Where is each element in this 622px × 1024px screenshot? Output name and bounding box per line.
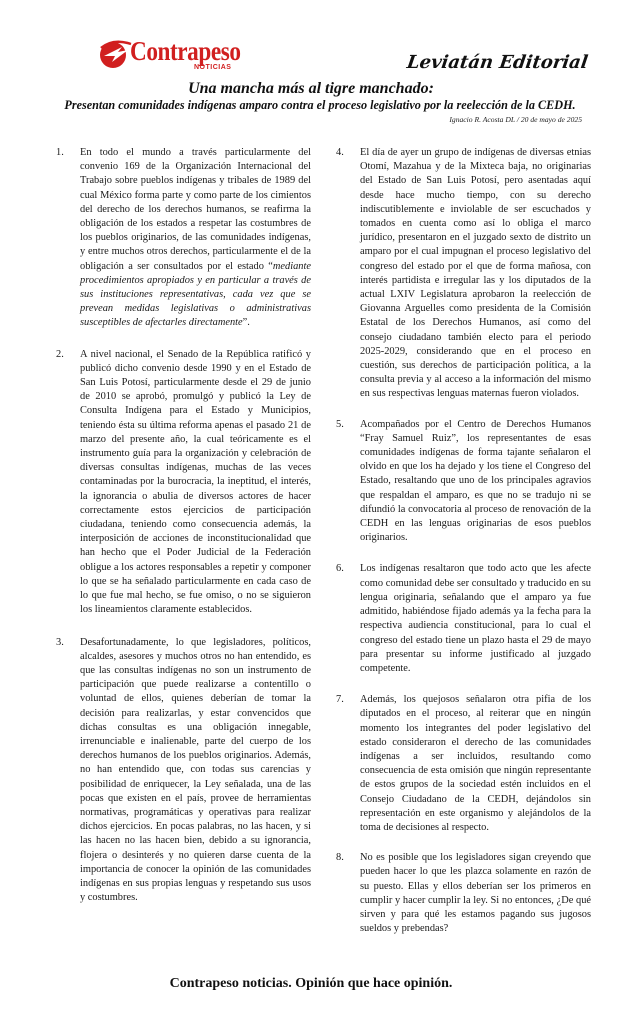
left-column (56, 146, 311, 905)
article-title: Una mancha más al tigre manchado: (188, 80, 434, 97)
contrapeso-logo-icon (98, 38, 134, 70)
item-text: Además, los quejosos señalaron otra pifia de los diputados en el proceso, al reiterar que en ningún momento los integrantes del poder legislativo del estado consideraron el derecho de las comunidades indígenas a ser incluidos, resultando como consecuencia de esta omisión que ningún representante de estos grupos de la sociedad estén incluidos en el Consejo Ciudadano de la CEDH, dejándolos sin representación en este organismo y alejándolos de la toma de decisiones al respecto. (360, 694, 591, 833)
article-byline: Ignacio R. Acosta DL / 20 de mayo de 2025 (449, 115, 582, 124)
article-subtitle: Presentan comunidades indígenas amparo contra el proceso legislativo por la reelección de la CEDH. (64, 98, 576, 112)
list-item-6 (336, 562, 591, 676)
logo-subtext: NOTICIAS (194, 64, 232, 71)
list-item-1 (56, 146, 311, 331)
item-number: 8. (336, 852, 344, 864)
item-text: En todo el mundo a través particularmente del convenio 169 de la Organización Internacional del Trabajo sobre pueblos indígenas y tribales de 1989 del cual México forma parte y como parte de los cimientos del derecho de los derechos humanos, se reafirma la obligación de los estados a respetar las costumbres de los pueblos originarios, de las comunidades indígenas, y entre muchos otros derechos, particularmente el de la obligación a ser consultados por el estado “ (80, 147, 311, 272)
item-number: 4. (336, 147, 344, 158)
item-text: Los indígenas resaltaron que todo acto que les afecte como comunidad debe ser consultado y traducido en su lengua originaria, señalando que el amparo ya fue admitido, habiéndose fijado además ya la fecha para la respectiva audiencia constitucional, para lo cual el congreso del estado tiene un plazo hasta el 29 de mayo para presentar su informe justificado al juzgado competente. (360, 563, 591, 674)
logo-wordmark: Contrapeso (130, 36, 241, 66)
item-number: 3. (56, 636, 64, 648)
item-text: Desafortunadamente, lo que legisladores, políticos, alcaldes, asesores y muchos otros no han entendido, es que las consultas indígenas no son un instrumento de participación que puede realizarse a contentillo o voluntad de ellos, quienes deberían de tomar la decisión para realizarlas, y estar convencidos que dichas consultas es una obligación innegable, irrenunciable e inalienable, parte del cuerpo de los derechos humanos de los pueblos originarios. Además, no han entendido que, con todas sus carencias y posibilidad de enriquecer, la Ley señalada, una de las pocas que existen en el país, provee de herramientas normativas, programáticas y operativas para realizar dichos ejercicios. En pocas palabras, no las hacen, y si las hacen no las hacen bien, debido a su ignorancia, flojera o desinterés y no quieren darse cuenta de la importancia de conocer la opinión de las comunidades indígenas en sus propias lenguas y respetando sus usos y costumbres. (80, 636, 311, 904)
page-footer: Contrapeso noticias. Opinión que hace opinión. (169, 976, 453, 991)
item-number: 7. (336, 694, 344, 706)
leviatan-editorial-brand: Leviatán Editorial (405, 52, 590, 73)
right-column (336, 146, 591, 936)
item-text: No es posible que los legisladores sigan creyendo que pueden hacer lo que les plazca solamente en razón de su puesto. Ellas y ellos deberían ser los primeros en cumplir y hacer cumplir la ley. Si no entonces, ¿De qué sirven y para qué les estamos pagando sus jugosos sueldos y prebendas? (360, 852, 591, 935)
list-item-4 (336, 146, 591, 402)
item-text: A nivel nacional, el Senado de la República ratificó y publicó dicho convenio desde 1990 y en el Estado de San Luis Potosí, particularmente desde el 29 de junio de 2010 se aprobó, promulgó y publicó la Ley de Consulta Indígena para el Estado y Municipios, teniendo ésta su última reforma apenas el pasado 21 de marzo del presente año, la cual teóricamente es el instrumento guía para la organización y celebración de diversas consultas indígenas, muchas de las veces contaminadas por la burocracia, la ineptitud, el interés, la ignorancia o abulia de diversos actores de hacer correctamente estos ejercicios de participación ciudadana, teniendo como consecuencia además, la interposición de acciones de inconstitucionalidad que han hecho que el Poder Judicial de la Federación obligue a los actores responsables a repetir y componer lo que se ha señalado particularmente en cada caso de lo que fue mal hecho, se fue omiso, o no se siguieron los lineamientos claramente establecidos. (80, 348, 311, 616)
list-item-8 (336, 851, 591, 936)
list-item-3 (56, 636, 311, 906)
item-number: 6. (336, 563, 344, 575)
item-number: 2. (56, 348, 64, 360)
item-number: 5. (336, 418, 344, 430)
item-text: Acompañados por el Centro de Derechos Humanos “Fray Samuel Ruiz”, los representantes de esas comunidades indígenas de forma tajante señalaron el olvido en que los ha dejado y los tiene el Congreso del Estado, resaltando que uno de los principales agravios que respaldan el amparo, es que no se tradujo ni se difundió la convocatoria al proceso de renovación de la CEDH en las lenguas originarias de esos pueblos originarios. (360, 418, 591, 544)
item-text: El día de ayer un grupo de indígenas de diversas etnias Otomí, Mazahua y de la Mixteca baja, no originarias del Estado de San Luis Potosí, pero asentadas aquí desde hace mucho tiempo, con su derecho indiscutiblemente e inviolable de ser escuchados y tomados en cuenta como así lo obliga el marco jurídico, presentaron en el juzgado sexto de distrito un amparo por el cual impugnan el proceso legislativo del congreso del estado por el que de forma mañosa, con interés partidista e irregular las y los diputados de la actual LXIV Legislatura aprobaron la reelección de Giovanna Arguelles como presidenta de la Comisión Estatal de los Derechos Humanos, así como del consejo ciudadano también electo para el periodo 2025-2029, considerando que en el proceso en cuestión, sus derechos de participación política, a la consulta previa y al acceso a la información del mismo en sus respectivas lenguas maternas fueron violados. (360, 147, 591, 400)
list-item-5 (336, 418, 591, 546)
item-number: 1. (56, 147, 64, 158)
item-text-end: ”. (242, 317, 250, 329)
list-item-7 (336, 693, 591, 835)
page-header (0, 0, 622, 80)
item-quote: mediante procedimientos apropiados y en particular a través de sus instituciones representativas, cada vez que se prevean medidas legislativas o administrativas susceptibles de afectarles directamente (80, 260, 311, 329)
list-item-2 (56, 348, 311, 618)
contrapeso-logo[interactable] (98, 36, 258, 76)
